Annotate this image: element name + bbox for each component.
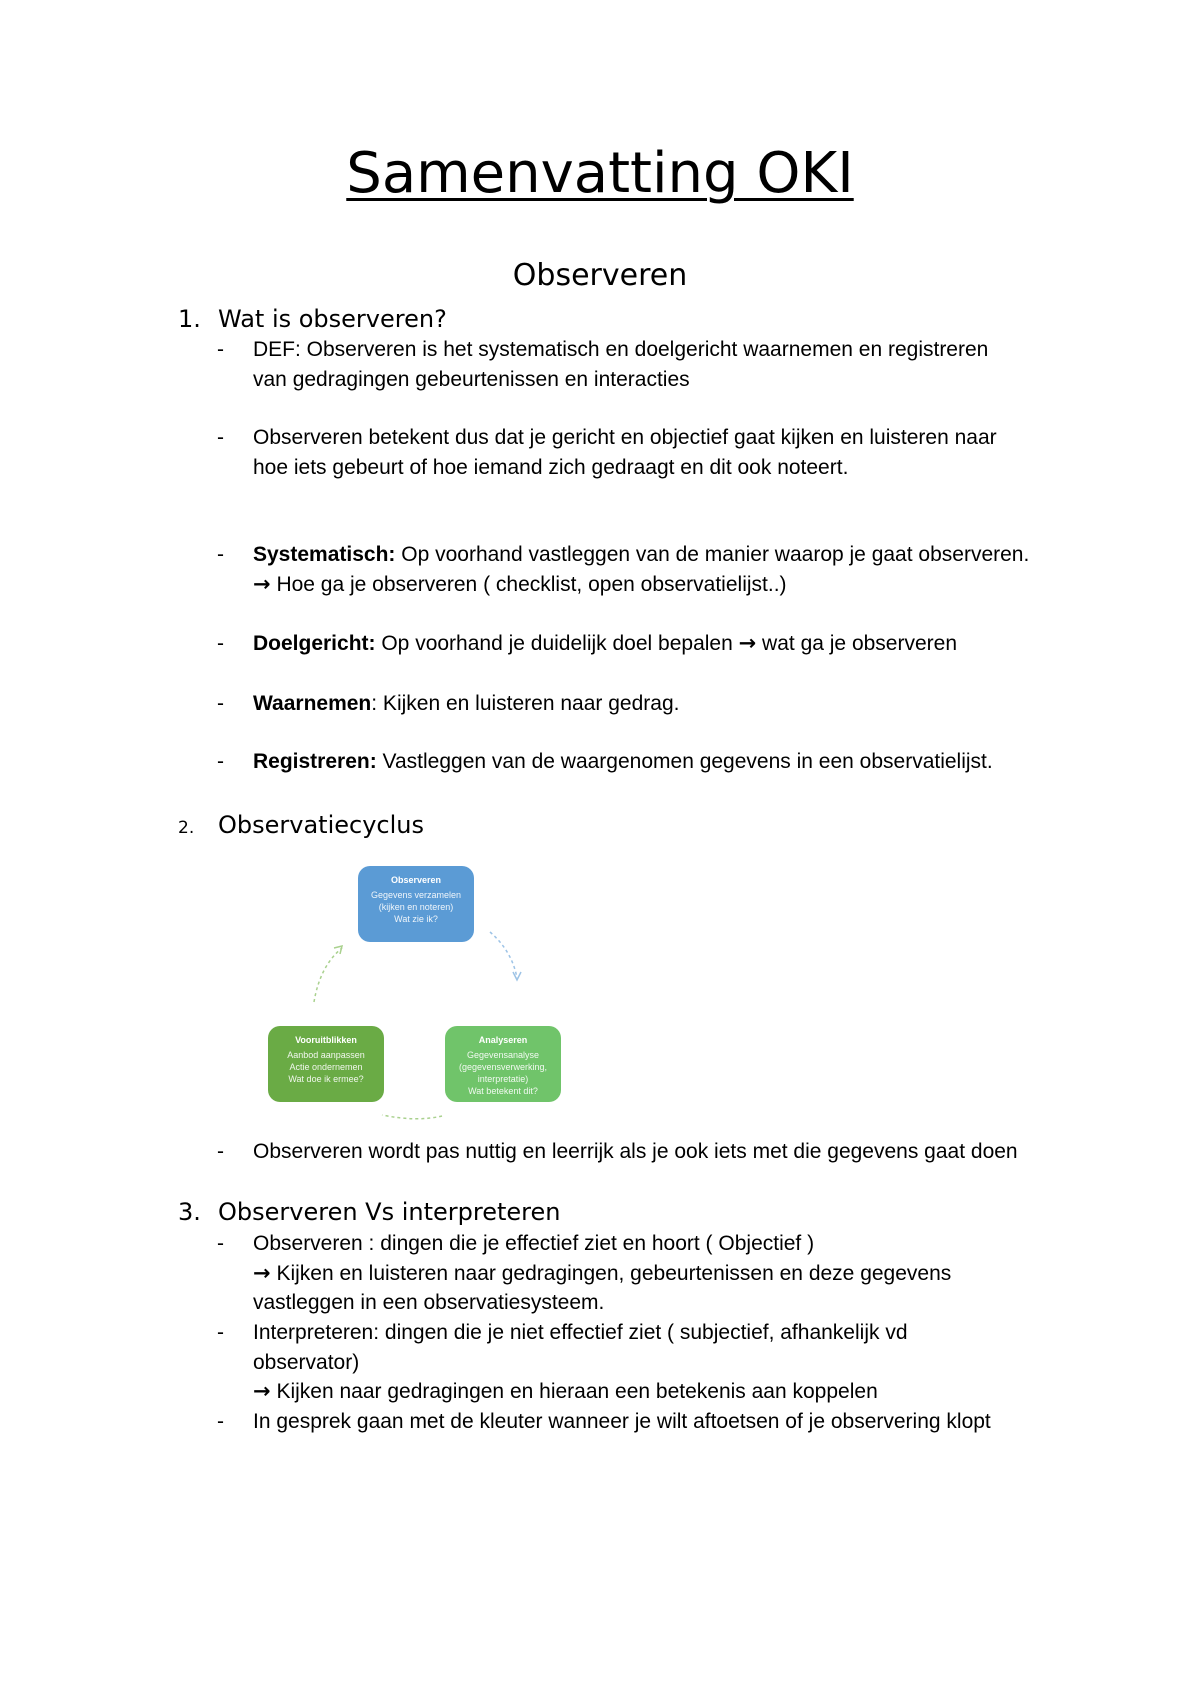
interpreteren-line-1: Interpreteren: dingen die je niet effectief ziet ( subjectief, afhankelijk vd [253,1321,908,1344]
definition-line-2: van gedragingen gebeurtenissen en interacties [253,367,690,391]
node-line: Wat zie ik? [394,914,438,924]
bullet-dash: - [217,426,224,449]
betekent-line-2: hoe iets gebeurt of hoe iemand zich gedraagt en dit ook noteert. [253,455,849,479]
node-line: Gegevens verzamelen [370,890,462,900]
node-title: Vooruitblikken [295,1035,357,1045]
list-item-interpreteren [217,1318,1097,1407]
list-item-registreren [217,747,1097,777]
systematisch-text: Op voorhand vastleggen van de manier waarop je gaat observeren. [395,543,1030,566]
definition-line-1: DEF: Observeren is het systematisch en doelgericht waarnemen en registreren [253,338,989,361]
list-item-waarnemen [217,689,1097,719]
waarnemen-text: : Kijken en luisteren naar gedrag. [371,692,680,715]
node-line: Actie ondernemen [289,1062,363,1072]
observeren-line-2: Kijken en luisteren naar gedragingen, gebeurtenissen en deze gegevens [270,1261,952,1285]
node-line: (kijken en noteren) [378,902,454,912]
document-title: Samenvatting OKI [346,141,854,206]
node-line: interpretatie) [477,1074,529,1084]
observation-cycle-diagram [262,866,572,1122]
cycle-node-analyseren [445,1026,561,1102]
waarnemen-label: Waarnemen [253,692,372,715]
bullet-dash: - [217,1321,224,1344]
nuttig-text: Observeren wordt pas nuttig en leerrijk als je ook iets met die gegevens gaat doen [253,1140,1018,1163]
list-item-betekent [217,423,1097,482]
betekent-line-1: Observeren betekent dus dat je gericht en objectief gaat kijken en luisteren naar [253,426,997,449]
bullet-dash: - [217,543,224,566]
list-item-gesprek [217,1407,1097,1437]
doelgericht-text: Op voorhand je duidelijk doel bepalen [375,632,739,655]
document-subtitle: Observeren [512,258,688,293]
section-title: Observatiecyclus [218,811,424,839]
section-2-heading [178,810,424,843]
systematisch-label: Systematisch: [253,543,396,566]
list-item-observeren [217,1229,1097,1318]
section-3-heading [178,1197,560,1227]
node-title: Observeren [390,875,442,885]
node-line: Gegevensanalyse [466,1050,540,1060]
section-title: Wat is observeren? [218,305,447,333]
cycle-node-vooruitblikken [268,1026,384,1102]
doelgericht-label: Doelgericht: [253,632,376,655]
section-title: Observeren Vs interpreteren [218,1198,561,1226]
list-item-nuttig [217,1137,1097,1167]
bullet-dash: - [217,1232,224,1255]
section-1-heading [178,304,447,334]
arrow-right-icon: → [253,571,271,596]
section-number: 1. [178,305,201,333]
section-number: 2. [178,818,195,838]
node-line: Wat doe ik ermee? [288,1074,364,1084]
bullet-dash: - [217,1140,224,1163]
observeren-line-3: vastleggen in een observatiesysteem. [253,1291,605,1314]
doelgericht-text-2: wat ga je observeren [756,632,958,655]
bullet-dash: - [217,750,224,773]
node-line: (gegevensverwerking, [458,1062,548,1072]
node-line: Wat betekent dit? [468,1086,538,1096]
bullet-dash: - [217,632,224,655]
arrow-right-icon: → [253,1379,271,1403]
arrow-right-icon: → [253,1260,271,1285]
list-item-systematisch [217,540,1097,599]
node-title: Analyseren [478,1035,528,1045]
list-item-doelgericht [217,629,1097,659]
gesprek-text: In gesprek gaan met de kleuter wanneer je wilt aftoetsen of je observering klopt [253,1410,991,1433]
bullet-dash: - [217,338,224,361]
bullet-dash: - [217,1410,224,1433]
cycle-node-observeren [358,866,474,942]
node-line: Aanbod aanpassen [287,1050,365,1060]
systematisch-line-2: Hoe ga je observeren ( checklist, open observatielijst..) [270,572,787,596]
section-number: 3. [178,1198,201,1226]
arrow-right-icon: → [738,631,757,655]
interpreteren-line-2: observator) [253,1350,360,1374]
registreren-label: Registreren: [253,750,377,773]
observeren-line-1: Observeren : dingen die je effectief ziet en hoort ( Objectief ) [253,1232,815,1255]
registreren-text: Vastleggen van de waargenomen gegevens in een observatielijst. [376,750,993,773]
list-item-definition [217,335,1097,394]
interpreteren-line-3: Kijken naar gedragingen en hieraan een betekenis aan koppelen [270,1380,878,1403]
bullet-dash: - [217,692,224,715]
